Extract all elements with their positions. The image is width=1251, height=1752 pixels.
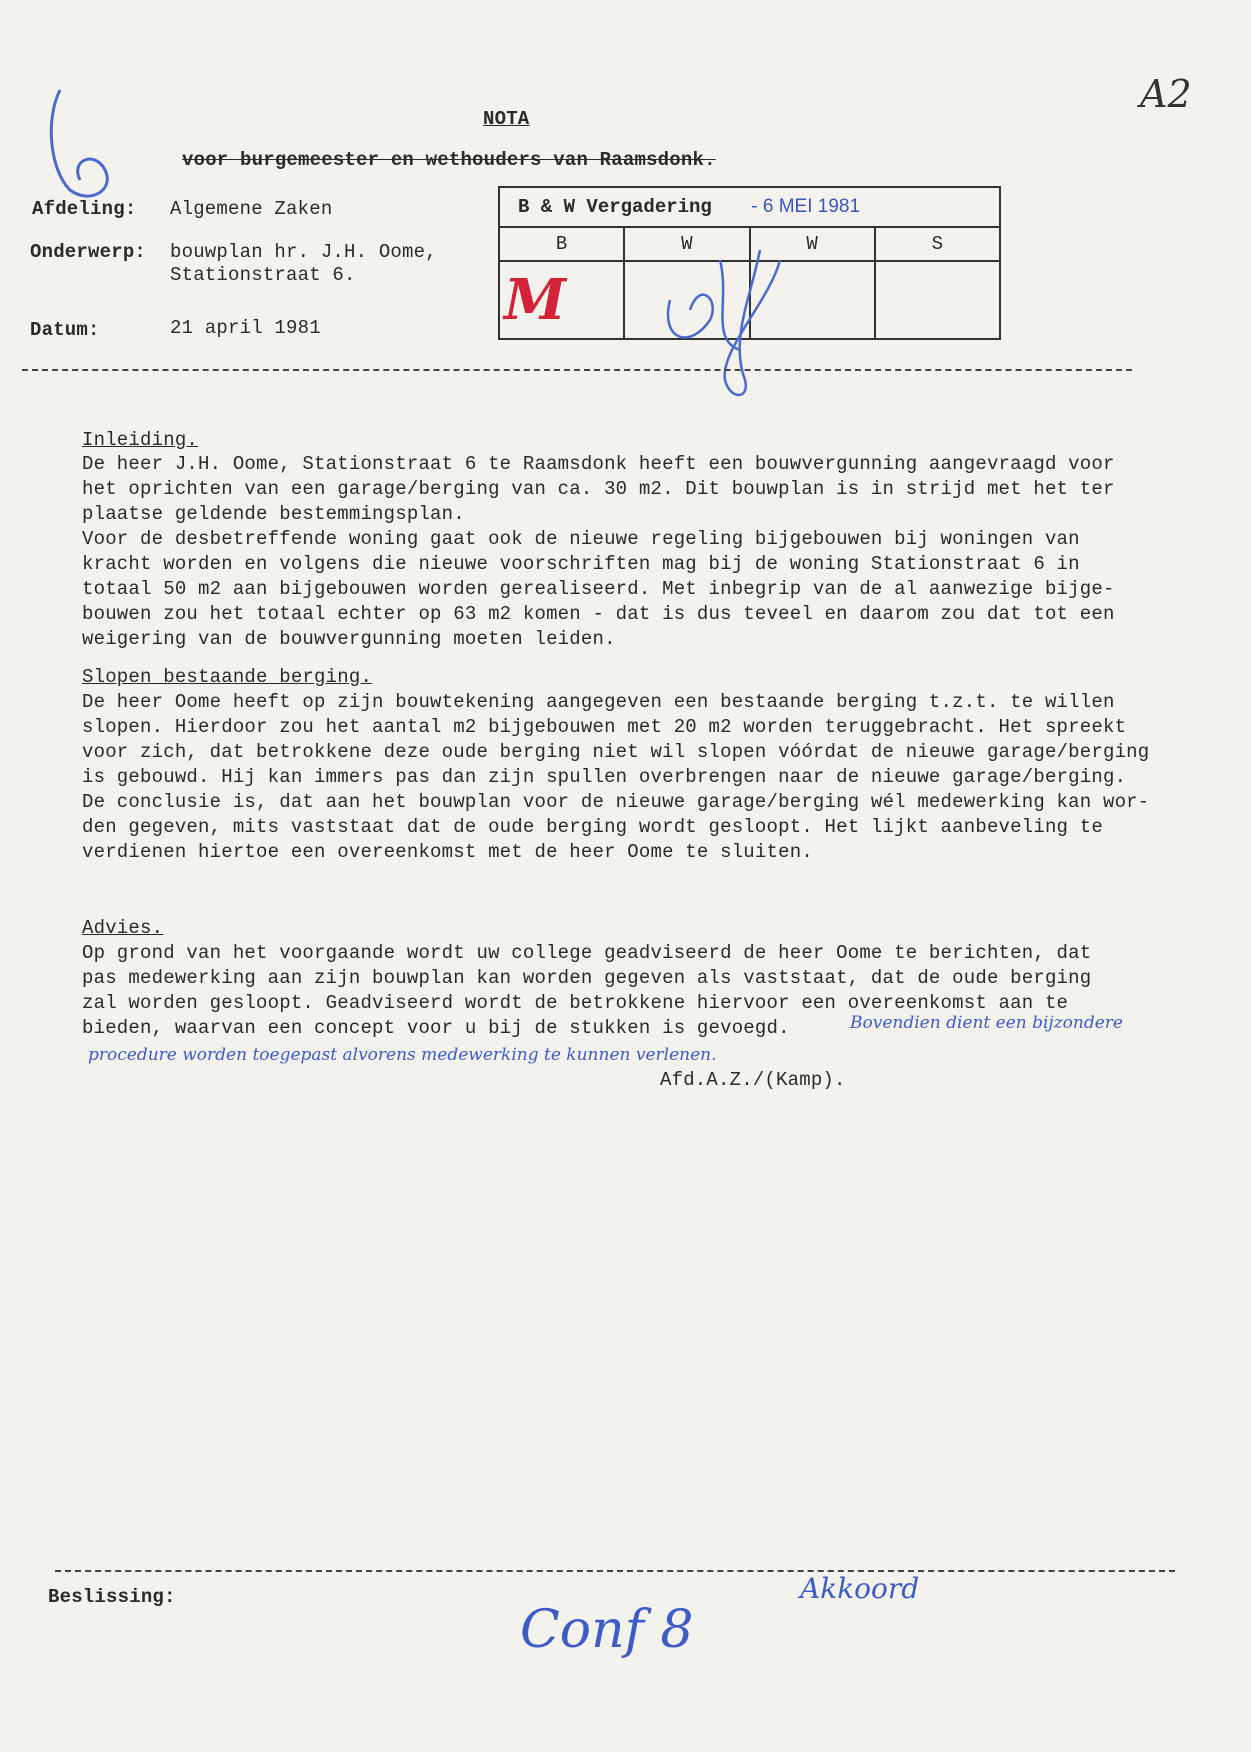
margin-scribble-icon <box>40 80 120 210</box>
text-line: weigering van de bouwvergunning moeten leiden. <box>82 628 616 650</box>
afdeling-label: Afdeling: <box>32 198 137 220</box>
initials-cell <box>499 261 624 339</box>
text-line: het oprichten van een garage/berging van ca. 30 m2. Dit bouwplan is in strijd met het ter <box>82 478 1115 500</box>
onderwerp-value-2: Stationstraat 6. <box>170 264 356 286</box>
section-title-slopen: Slopen bestaande berging. <box>82 666 373 688</box>
beslissing-handwriting-1: Conf 8 <box>520 1600 694 1660</box>
section-title-advies: Advies. <box>82 917 164 939</box>
document-subtitle: voor burgemeester en wethouders van Raamsdonk. <box>182 149 716 171</box>
signature-scribble-icon <box>650 240 830 420</box>
text-line: bieden, waarvan een concept voor u bij de stukken is gevoegd. <box>82 1017 790 1039</box>
text-line: zal worden gesloopt. Geadviseerd wordt de betrokkene hiervoor een overeenkomst aan te <box>82 992 1069 1014</box>
section-body-inleiding <box>82 452 1115 652</box>
handwritten-note-1: Bovendien dient een bijzondere <box>850 1013 1123 1033</box>
meeting-box-header <box>499 187 1000 227</box>
text-line: plaatse geldende bestemmingsplan. <box>82 503 465 525</box>
section-body-slopen <box>82 690 1149 865</box>
beslissing-label: Beslissing: <box>48 1586 176 1608</box>
column-s: S <box>875 227 1000 261</box>
text-line: De heer Oome heeft op zijn bouwtekening aangegeven een bestaande berging t.z.t. te willen <box>82 691 1115 713</box>
signature-line: Afd.A.Z./(Kamp). <box>660 1069 846 1091</box>
text-line: pas medewerking aan zijn bouwplan kan worden gegeven als vaststaat, dat de oude berging <box>82 967 1092 989</box>
meeting-box-title: B & W Vergadering <box>518 196 712 218</box>
text-line: is gebouwd. Hij kan immers pas dan zijn spullen overbrengen naar de nieuwe garage/berging. <box>82 766 1127 788</box>
separator-top <box>22 369 1132 371</box>
red-initials: M <box>504 267 566 333</box>
date-stamp: - 6 MEI 1981 <box>751 196 861 217</box>
text-line: voor zich, dat betrokkene deze oude berging niet wil slopen vóórdat de nieuwe garage/berging <box>82 741 1150 763</box>
section-title-inleiding: Inleiding. <box>82 429 199 451</box>
text-line: bouwen zou het totaal echter op 63 m2 komen - dat is dus teveel en daarom zou dat tot een <box>82 603 1115 625</box>
initials-cell-s <box>875 261 1000 339</box>
datum-value: 21 april 1981 <box>170 317 321 339</box>
text-line: Voor de desbetreffende woning gaat ook de nieuwe regeling bijgebouwen bij woningen van <box>82 528 1080 550</box>
afdeling-value: Algemene Zaken <box>170 198 333 220</box>
text-line: De heer J.H. Oome, Stationstraat 6 te Raamsdonk heeft een bouwvergunning aangevraagd voor <box>82 453 1115 475</box>
text-line: slopen. Hierdoor zou het aantal m2 bijgebouwen met 20 m2 worden teruggebracht. Het spreekt <box>82 716 1127 738</box>
corner-mark: A2 <box>1140 72 1192 116</box>
datum-label: Datum: <box>30 319 100 341</box>
text-line: De conclusie is, dat aan het bouwplan voor de nieuwe garage/berging wél medewerking kan wor- <box>82 791 1150 813</box>
beslissing-handwriting-2: Akkoord <box>800 1572 920 1605</box>
onderwerp-label: Onderwerp: <box>30 241 147 263</box>
text-line: Op grond van het voorgaande wordt uw college geadviseerd de heer Oome te berichten, dat <box>82 942 1092 964</box>
column-w1: W <box>624 227 749 261</box>
onderwerp-value-1: bouwplan hr. J.H. Oome, <box>170 241 437 263</box>
text-line: totaal 50 m2 aan bijgebouwen worden gerealiseerd. Met inbegrip van de al aanwezige bijge- <box>82 578 1115 600</box>
text-line: kracht worden en volgens die nieuwe voorschriften mag bij de woning Stationstraat 6 in <box>82 553 1080 575</box>
handwritten-note-2: procedure worden toegepast alvorens medewerking te kunnen verlenen. <box>88 1045 717 1065</box>
text-line: verdienen hiertoe een overeenkomst met de heer Oome te sluiten. <box>82 841 813 863</box>
column-w2: W <box>750 227 875 261</box>
document-title: NOTA <box>483 108 530 130</box>
text-line: den gegeven, mits vaststaat dat de oude berging wordt gesloopt. Het lijkt aanbeveling te <box>82 816 1103 838</box>
column-b: B <box>499 227 624 261</box>
separator-bottom <box>55 1570 1175 1572</box>
